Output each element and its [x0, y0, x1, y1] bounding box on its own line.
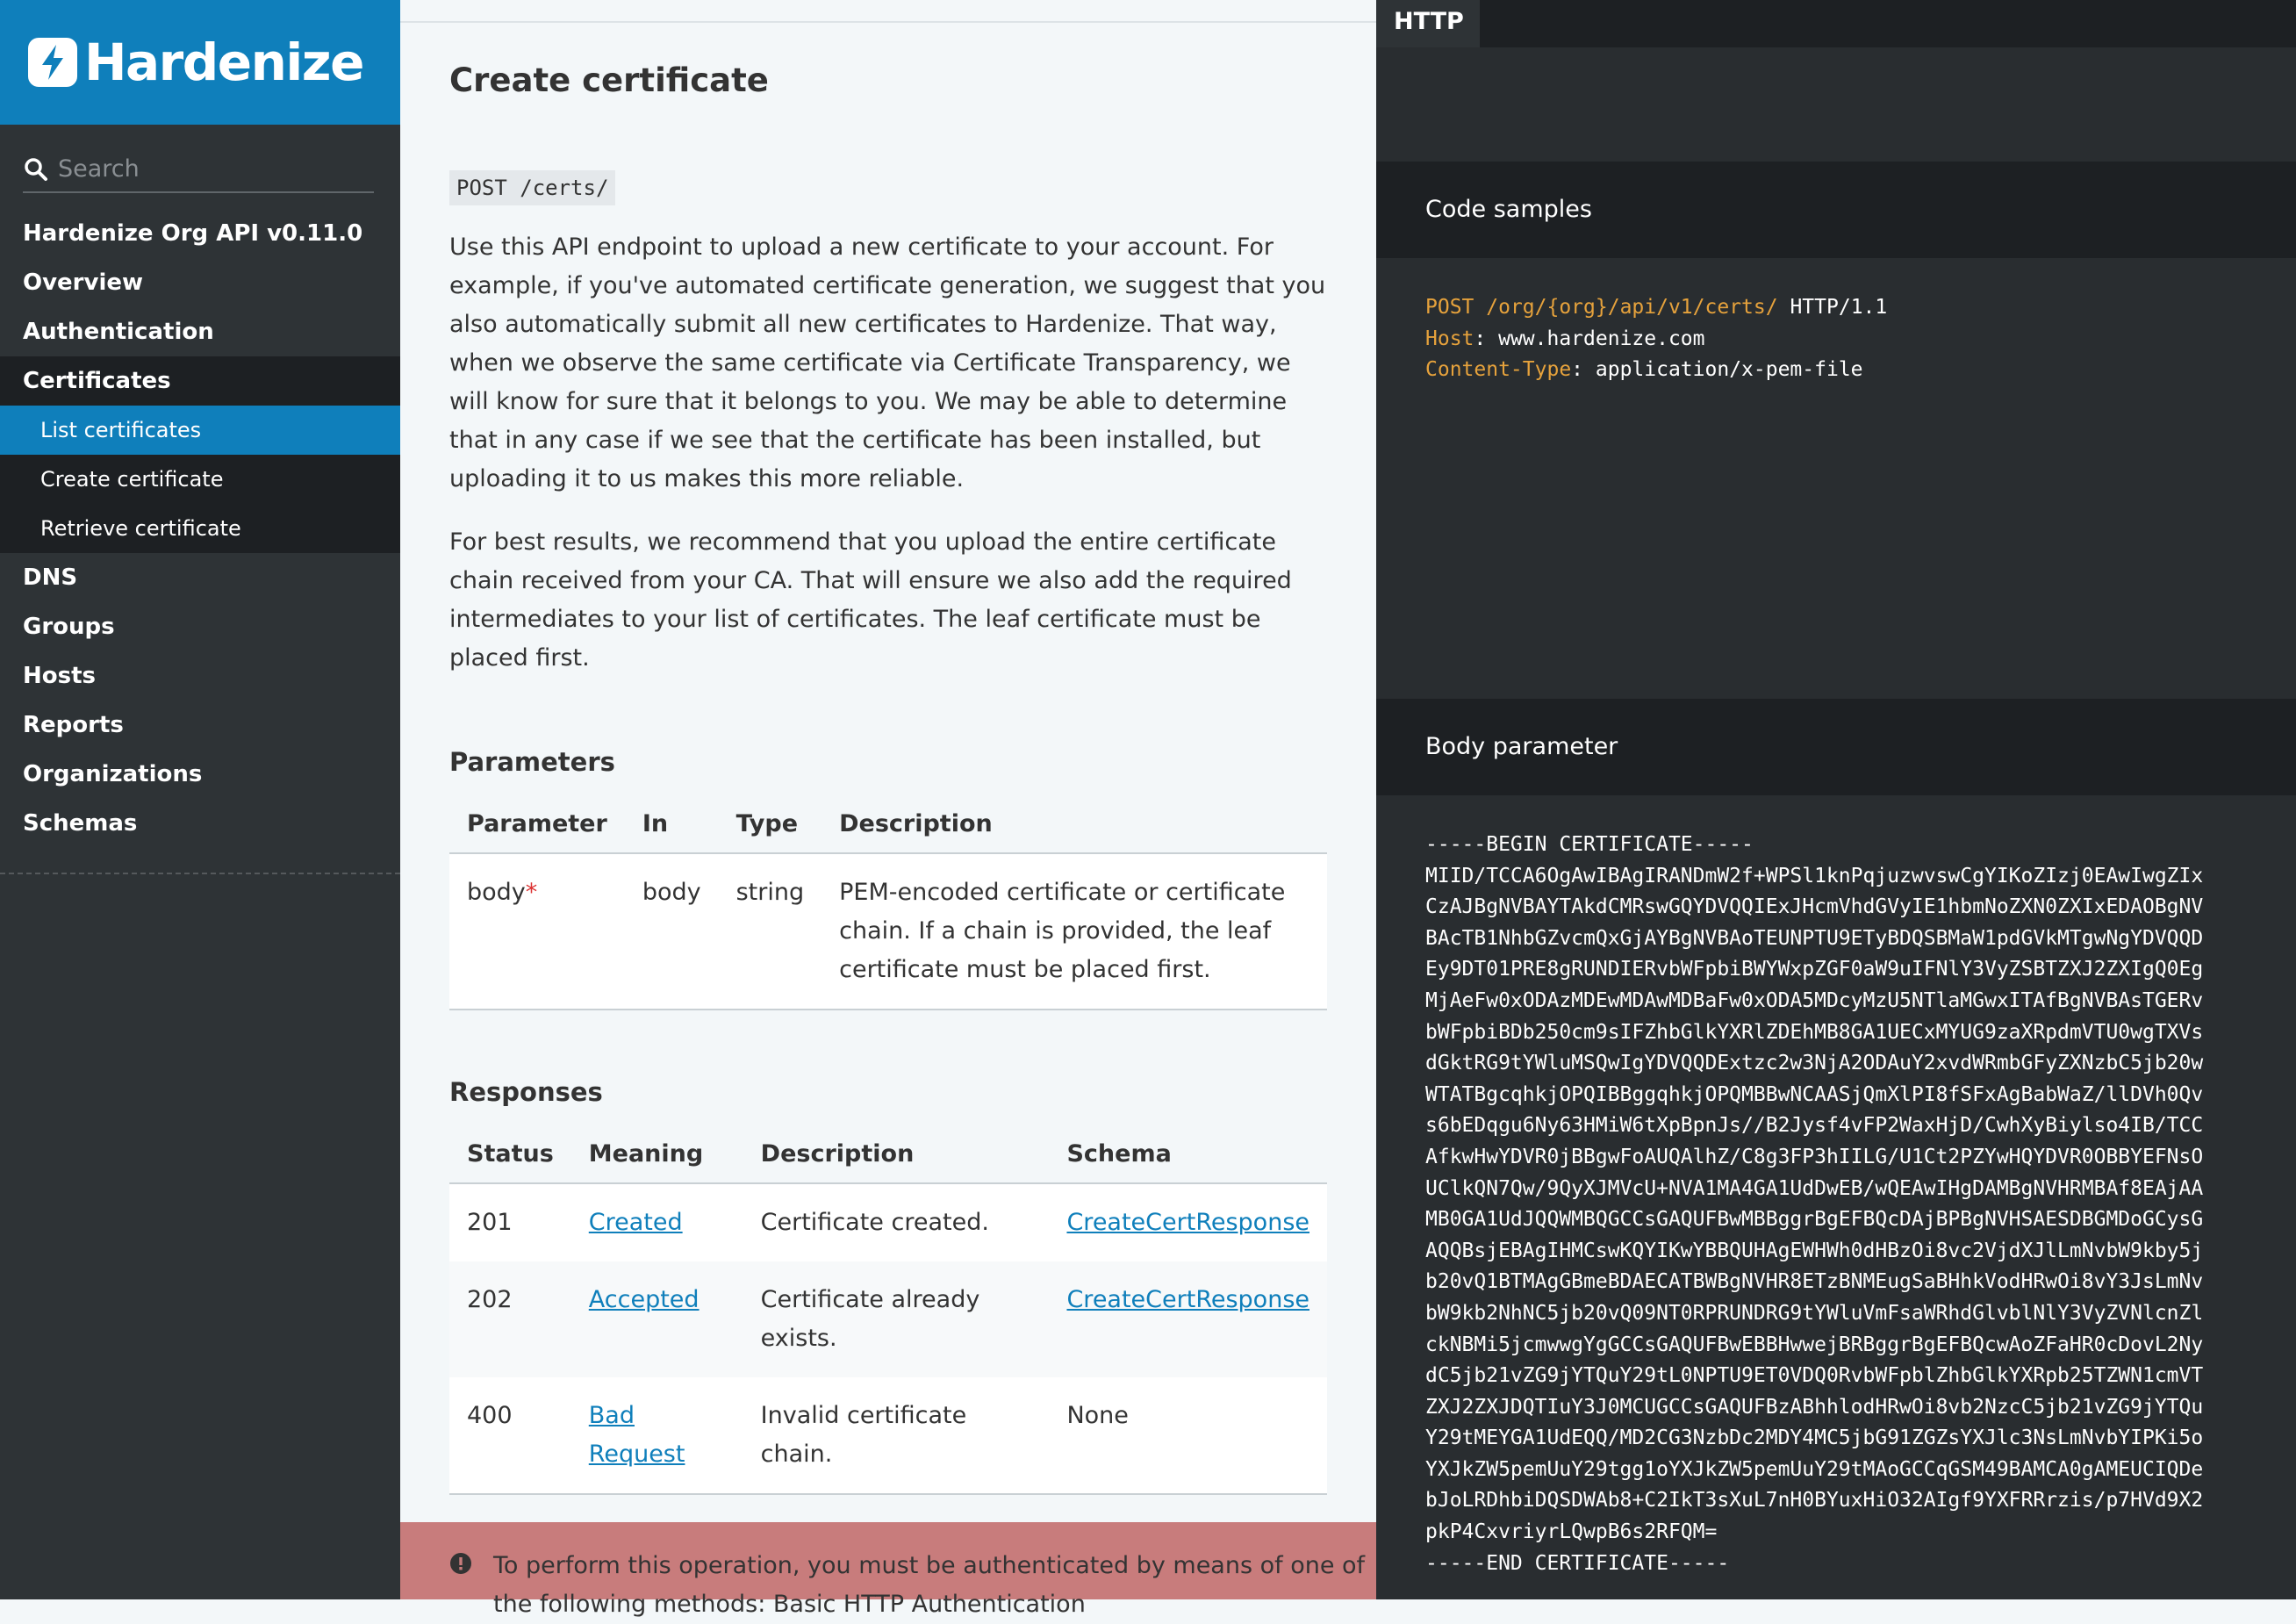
response-meaning-cell: [571, 1377, 743, 1494]
endpoint-path: POST /certs/: [449, 170, 615, 205]
param-col-type: Type: [719, 795, 822, 853]
auth-notice-text: To perform this operation, you must be authenticated by means of one of the following methods: Basic HTTP Authentication: [493, 1552, 1366, 1618]
response-schema-link[interactable]: CreateCertResponse: [1066, 1286, 1309, 1313]
response-status: 400: [449, 1377, 571, 1494]
response-description: Invalid certificate chain.: [743, 1377, 1050, 1494]
response-schema: None: [1049, 1377, 1327, 1494]
page-title: Create certificate: [449, 61, 769, 99]
sidebar-divider: [0, 873, 400, 874]
response-schema-cell: [1049, 1261, 1327, 1377]
lightning-bolt-icon: [28, 38, 77, 87]
parameters-table: [449, 795, 1327, 1010]
response-schema-link[interactable]: CreateCertResponse: [1066, 1209, 1309, 1236]
certificate-body-sample: -----BEGIN CERTIFICATE----- MIID/TCCA6OgAwIBAgIRANDmW2f+WPSl1knPqjuzwvswCgYIKoZIzj0EAwIwgZIx CzAJBgNVBAYTAkdCMRswGQYDVQQIExJHcmVhdGVyIE1hbmNoZXN0ZXIxEDAOBgNV BAcTB1NhbGZvcmQxGjAYBgNVBAoTEUNPTU9ETyBDQSBMaW1pdGVkMTgwNgYDVQQD Ey9DT01PRE8gRUNDIERvbWFpbiBWYWxpZGF0aW9uIFNlY3VyZSBTZXJ2ZXIgQ0Eg MjAeFw0xODAzMDEwMDAwMDBaFw0xODA5MDcyMzU5NTlaMGwxITAfBgNVBAsTGERv bWFpbiBDb250cm9sIFZhbGlkYXRlZDEhMB8GA1UECxMYUG9zaXRpdmVTU0wgTXVs dGktRG9tYWluMSQwIgYDVQQDExtzc2w3NjA2ODAuY2xvdWRmbGFyZXNzbC5jb20w WTATBgcqhkjOPQIBBggqhkjOPQMBBwNCAASjQmXlPI8fSFxAgBabWaZ/llDVh0Qv s6bEDqgu6Ny63HMiW6tXpBpnJs//B2Jysf4vFP2WaxHjD/CwhXyBiylso4IB/TCC AfkwHwYDVR0jBBgwFoAUQAlhZ/C8g3FP3hIILG/U1Ct2PZYwHQYDVR0OBBYEFNsO UClkQN7Qw/9QyXJMVcU+NVA1MA4GA1UdDwEB/wQEAwIHgDAMBgNVHRMBAf8EAjAA MB0GA1UdJQQWMBQGCCsGAQUFBwMBBggrBgEFBQcDAjBPBgNVHSAESDBGMDoGCysG AQQBsjEBAgIHMCswKQYIKwYBBQUHAgEWHWh0dHBzOi8vc2VjdXJlLmNvbW9kby5j b20vQ1BTMAgGBmeBDAECATBWBgNVHR8ETzBNMEugSaBHhkVodHRwOi8vY3JsLmNv bW9kb2NhNC5jb20vQ09NT0RPRUNDRG9tYWluVmFsaWRhdGlvblNlY3VyZVNlcnZl ckNBMi5jcmwwgYgGCCsGAQUFBwEBBHwwejBRBggrBgEFBQcwAoZFaHR0cDovL2Ny dC5jb21vZG9jYTQuY29tL0NPTU9ET0VDQ0RvbWFpblZhbGlkYXRpb25TZWN1cmVT ZXJ2ZXJDQTIuY3J0MCUGCCsGAQUFBzABhhlodHRwOi8vb2NzcC5jb21vZG9jYTQu Y29tMEYGA1UdEQQ/MD2CG3NzbDc2MDY4MC5jbG91ZGZsYXJlc3NsLmNvbYIPKi5o YXJkZW5pemUuY29tgg1oYXJkZW5pemUuY29tMAoGCCqGSM49BAMCA0gAMEUCIQDe bJoLRDhbiDQSDWAb8+C2IkT3sXuL7nH0BYuxHiO32AIgf9YXFRRrzis/p7HVd9X2 pkP4CxvriyrLQwpB6s2RFQM= -----END CERTIFICATE-----: [1425, 833, 2204, 1575]
exclamation-circle-icon: [449, 1552, 472, 1575]
parameters-heading: Parameters: [449, 747, 615, 777]
code-pane: [1376, 0, 2296, 1599]
search-box: [23, 149, 374, 193]
sidebar-item-api-title[interactable]: Hardenize Org API v0.11.0: [23, 220, 363, 247]
sidebar-item-reports[interactable]: Reports: [23, 712, 124, 738]
table-row: [449, 1183, 1327, 1261]
sidebar-item-groups[interactable]: Groups: [23, 614, 115, 640]
sidebar-subitem-list-certificates[interactable]: List certificates: [0, 406, 400, 455]
response-meaning-link[interactable]: Created: [588, 1209, 683, 1236]
response-status: 202: [449, 1261, 571, 1377]
response-meaning-cell: [571, 1183, 743, 1261]
param-name: body: [467, 879, 526, 906]
code-samples-heading: Code samples: [1376, 162, 2296, 258]
response-description: Certificate created.: [743, 1183, 1050, 1261]
language-tabs: [1376, 0, 2296, 47]
sidebar-submenu-certificates: [0, 406, 400, 553]
response-col-status: Status: [449, 1125, 571, 1183]
header-host-key: Host: [1425, 327, 1474, 350]
response-meaning-link[interactable]: Accepted: [588, 1286, 700, 1313]
response-meaning-cell: [571, 1261, 743, 1377]
responses-heading: Responses: [449, 1077, 603, 1107]
sidebar-item-authentication[interactable]: Authentication: [23, 319, 214, 345]
top-divider: [400, 21, 1376, 23]
sidebar-item-schemas[interactable]: Schemas: [23, 810, 138, 837]
response-col-meaning: Meaning: [571, 1125, 743, 1183]
required-mark: *: [525, 879, 538, 906]
response-meaning-link[interactable]: Bad Request: [588, 1402, 685, 1468]
param-col-in: In: [625, 795, 719, 853]
param-description: PEM-encoded certificate or certificate chain. If a chain is provided, the leaf certificate must be placed first.: [822, 853, 1327, 1010]
sidebar-item-organizations[interactable]: Organizations: [23, 761, 203, 787]
response-col-description: Description: [743, 1125, 1050, 1183]
sidebar-subitem-retrieve-certificate[interactable]: Retrieve certificate: [40, 516, 241, 541]
response-status: 201: [449, 1183, 571, 1261]
description-paragraph-1: Use this API endpoint to upload a new certificate to your account. For example, if you've automated certificate generation, we suggest that you also automatically submit all new certificates to Hardenize. That way, when we observe the same certificate via Certificate Transparency, we will know for sure that it belongs to you. We may be able to determine that in any case if we see that the certificate has been installed, but uploading it to us makes this more reliable.: [449, 234, 1326, 492]
response-col-schema: Schema: [1049, 1125, 1327, 1183]
sidebar: [0, 0, 400, 1599]
table-row: [449, 1377, 1327, 1494]
http-method: POST: [1425, 296, 1474, 319]
search-icon: [23, 156, 49, 183]
sidebar-item-certificates[interactable]: Certificates: [0, 356, 400, 406]
sidebar-item-dns[interactable]: DNS: [23, 564, 78, 591]
header-content-type-value: application/x-pem-file: [1595, 358, 1863, 382]
description-paragraph-2: For best results, we recommend that you upload the entire certificate chain received from your CA. That will ensure we also add the required intermediates to your list of certificates. The leaf certificate must be placed first.: [449, 528, 1292, 672]
tab-http[interactable]: HTTP: [1376, 0, 1480, 47]
sidebar-subitem-create-certificate[interactable]: Create certificate: [40, 467, 224, 492]
sidebar-nav: [0, 209, 400, 848]
param-type: string: [719, 853, 822, 1010]
main-content: [400, 0, 1376, 1618]
header-host-value: www.hardenize.com: [1498, 327, 1705, 350]
http-request-sample: POST /org/{org}/api/v1/certs/ HTTP/1.1 Host: www.hardenize.com Content-Type: application/x-pem-file: [1425, 296, 1888, 382]
http-path: /org/{org}/api/v1/certs/: [1486, 296, 1778, 319]
body-parameter-heading: Body parameter: [1376, 699, 2296, 795]
search-input[interactable]: [58, 149, 356, 188]
header-content-type-key: Content-Type: [1425, 358, 1572, 382]
table-row: [449, 1261, 1327, 1377]
param-col-parameter: Parameter: [449, 795, 625, 853]
sidebar-item-hosts[interactable]: Hosts: [23, 663, 97, 689]
sidebar-item-overview[interactable]: Overview: [23, 269, 144, 296]
brand-name: Hardenize: [84, 32, 363, 92]
table-row: [449, 853, 1327, 1010]
http-protocol: HTTP/1.1: [1790, 296, 1888, 319]
param-col-description: Description: [822, 795, 1327, 853]
logo[interactable]: [0, 0, 400, 125]
param-in: body: [625, 853, 719, 1010]
response-schema-cell: [1049, 1183, 1327, 1261]
auth-notice: [400, 1522, 1376, 1618]
param-name-cell: [449, 853, 625, 1010]
responses-table: [449, 1125, 1327, 1495]
response-description: Certificate already exists.: [743, 1261, 1050, 1377]
